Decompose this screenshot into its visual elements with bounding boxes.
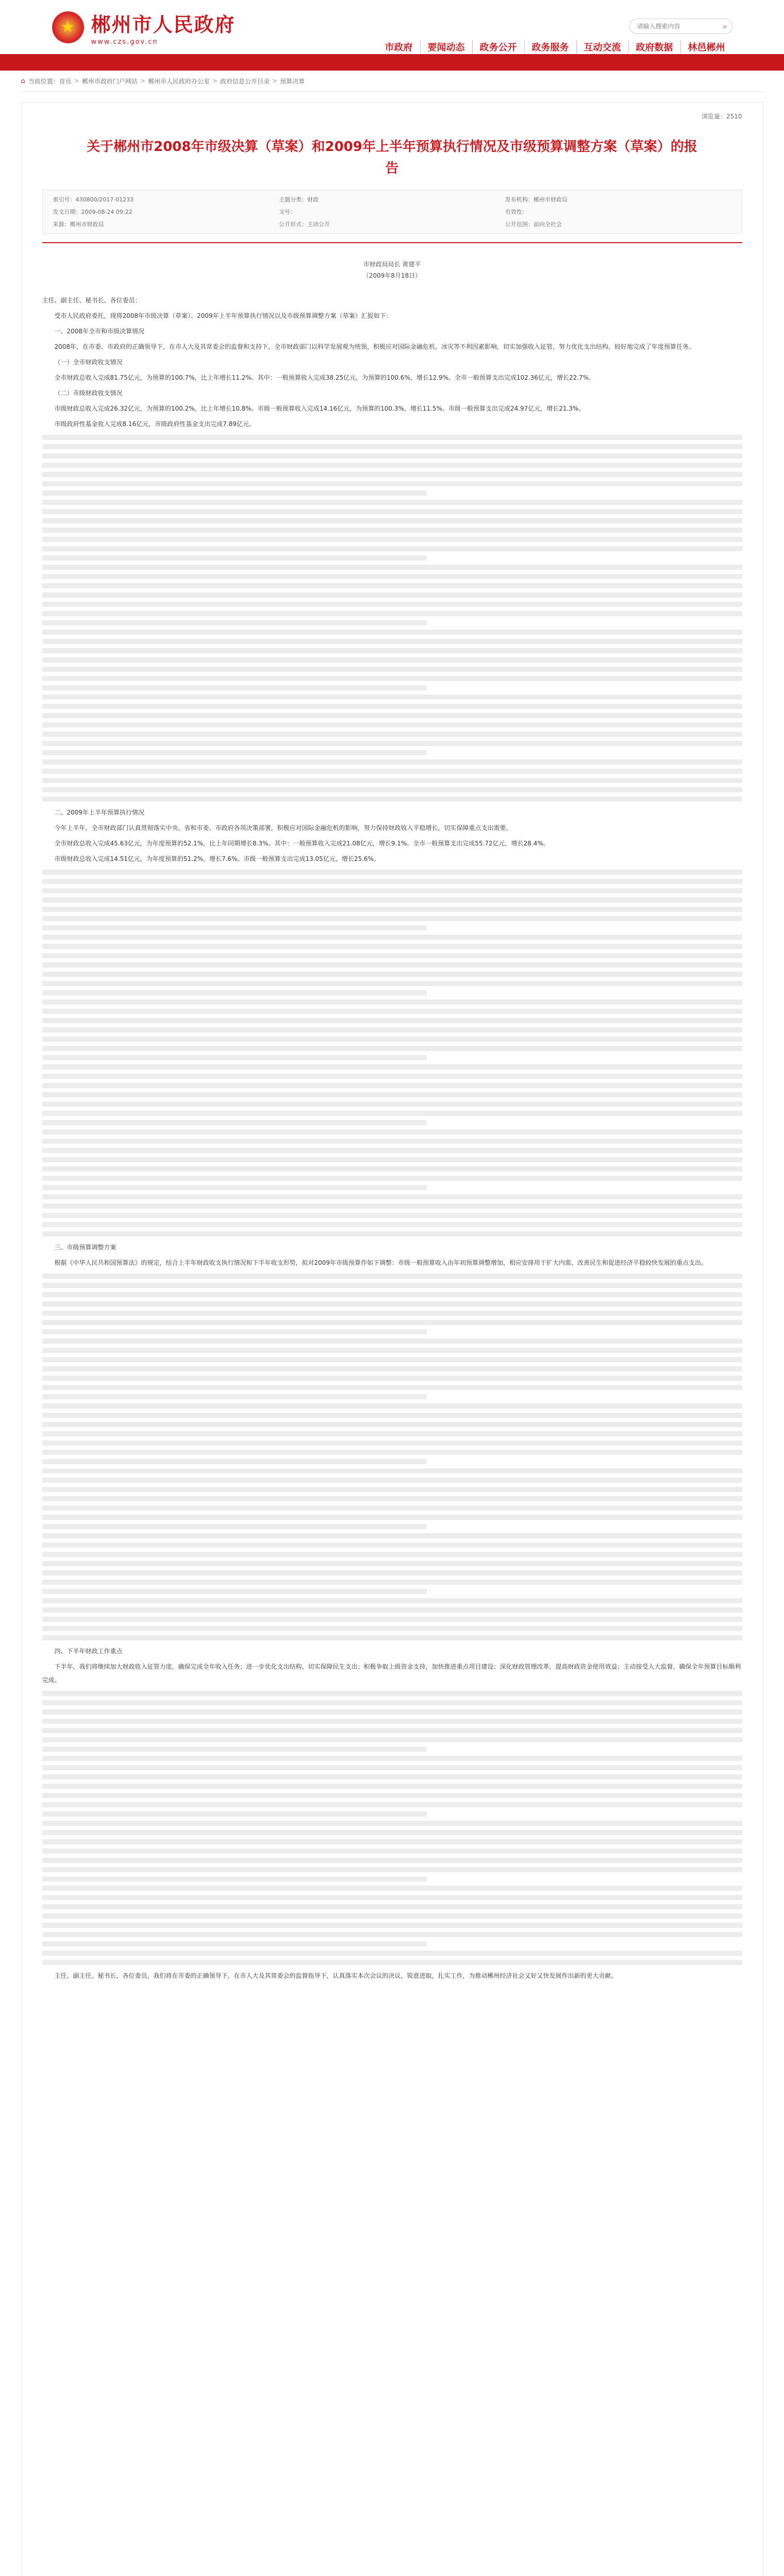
text-line xyxy=(42,722,742,727)
text-line xyxy=(42,1691,742,1696)
text-line xyxy=(42,990,427,995)
report-date: （2009年8月18日） xyxy=(362,272,422,279)
nav-item-service[interactable]: 政务服务 xyxy=(524,40,576,54)
header-red-bar xyxy=(0,54,784,71)
text-line xyxy=(42,1830,742,1835)
text-line xyxy=(42,1046,742,1051)
nav-home[interactable]: 市政府 xyxy=(385,42,413,53)
text-line xyxy=(42,1700,742,1705)
text-line xyxy=(42,1886,742,1891)
text-line xyxy=(42,972,742,977)
text-line xyxy=(42,611,742,616)
text-line xyxy=(42,574,742,579)
text-line xyxy=(42,546,742,551)
breadcrumb-item[interactable]: 郴州市政府门户网站 xyxy=(81,77,138,85)
breadcrumb-sep: > xyxy=(272,77,278,84)
text-line xyxy=(42,602,742,607)
text-line xyxy=(42,1083,742,1088)
breadcrumb-item[interactable]: 郴州市人民政府办公室 xyxy=(147,77,210,85)
paragraph: 今年上半年，全市财政部门认真贯彻落实中央、省和市委、市政府各项决策部署，积极应对国际金融危机的影响，努力保持财政收入平稳增长，切实保障重点支出需要。 xyxy=(54,824,512,832)
text-line xyxy=(42,787,742,792)
meta-scope: 公开范围：面向全社会 xyxy=(505,221,562,228)
paragraph: 一、2008年全市和市级决算情况 xyxy=(54,328,145,335)
text-line xyxy=(42,879,742,884)
text-line xyxy=(42,1027,742,1032)
text-line xyxy=(42,1487,742,1492)
salutation: 主任、副主任、秘书长、各位委员： xyxy=(42,297,141,304)
text-line xyxy=(42,1709,742,1715)
title-divider xyxy=(42,242,742,243)
paragraph: 三、市级预算调整方案 xyxy=(54,1244,116,1251)
text-line xyxy=(42,1589,427,1594)
text-line xyxy=(42,1213,742,1218)
text-line xyxy=(42,1394,427,1399)
article-container xyxy=(21,102,763,2576)
nav-item-interact[interactable]: 互动交流 xyxy=(576,40,628,54)
text-line xyxy=(42,1385,742,1390)
text-line xyxy=(42,1561,742,1566)
article-body xyxy=(42,294,742,2576)
text-line xyxy=(42,1719,742,1724)
text-line xyxy=(42,1139,742,1144)
text-line xyxy=(42,897,742,903)
text-line xyxy=(42,1505,742,1511)
paragraph: 市级财政总收入完成14.51亿元，为年度预算的51.2%，增长7.6%。市级一般预算支出完成13.05亿元，增长25.6%。 xyxy=(54,855,380,862)
text-line xyxy=(42,1111,742,1116)
text-line xyxy=(42,796,742,802)
text-line xyxy=(42,1311,742,1316)
meta-org: 发布机构：郴州市财政局 xyxy=(505,196,568,203)
text-line xyxy=(42,555,427,561)
text-line xyxy=(42,1635,742,1640)
paragraph: 二、2009年上半年预算执行情况 xyxy=(54,809,145,816)
text-line xyxy=(42,713,742,718)
text-line xyxy=(42,667,742,672)
text-line xyxy=(42,741,742,746)
text-line xyxy=(42,1274,742,1279)
search-box xyxy=(629,19,732,34)
text-block xyxy=(42,870,742,1236)
text-line xyxy=(42,953,742,958)
text-line xyxy=(42,657,742,663)
text-line xyxy=(42,888,742,893)
text-block xyxy=(42,1691,742,1965)
nav-item-public[interactable]: 政务公开 xyxy=(472,40,524,54)
text-line xyxy=(42,732,742,737)
text-line xyxy=(42,1876,427,1882)
text-line xyxy=(42,592,742,598)
text-line xyxy=(42,583,742,588)
text-line xyxy=(42,676,742,681)
text-line xyxy=(42,1904,742,1909)
text-line xyxy=(42,1166,742,1172)
text-line xyxy=(42,1009,742,1014)
text-line xyxy=(42,463,742,468)
text-line xyxy=(42,453,742,459)
article-meta xyxy=(42,190,742,234)
text-line xyxy=(42,1774,742,1780)
paragraph: 市级政府性基金收入完成8.16亿元，市级政府性基金支出完成7.89亿元。 xyxy=(54,420,255,428)
text-line xyxy=(42,490,427,496)
text-line xyxy=(42,1951,742,1956)
text-line xyxy=(42,537,742,542)
text-block xyxy=(42,1274,742,1640)
text-line xyxy=(42,500,742,505)
text-line xyxy=(42,694,742,700)
search-icon[interactable]: ⌕ xyxy=(723,22,727,31)
text-line xyxy=(42,1440,742,1446)
paragraph: 根据《中华人民共和国预算法》的规定，结合上半年财政收支执行情况和下半年收支形势，拟对2009年市级预算作如下调整：市级一般预算收入由年初预算调整增加，相应安排用于扩大内需、改善民生和促进经济平稳较快发展的重点支出。 xyxy=(54,1259,708,1266)
text-line xyxy=(42,1055,427,1060)
text-line xyxy=(42,916,742,921)
breadcrumb-label: 当前位置： xyxy=(28,77,59,85)
text-line xyxy=(42,1357,742,1362)
text-line xyxy=(42,925,427,930)
text-line xyxy=(42,944,742,949)
nav-item-news[interactable]: 要闻动态 xyxy=(420,40,472,54)
paragraph: 全市财政总收入完成81.75亿元，为预算的100.7%，比上年增长11.2%。其中：一般预算收入完成38.25亿元，为预算的100.6%，增长12.9%。全市一般预算支出完成102.36亿元，增长22.7%。 xyxy=(54,374,595,381)
text-line xyxy=(42,1811,427,1817)
text-line xyxy=(42,1329,427,1334)
paragraph: （一）全市财政收支情况 xyxy=(54,359,123,366)
text-line xyxy=(42,1366,742,1371)
text-line xyxy=(42,509,742,514)
text-line xyxy=(42,1092,742,1097)
text-line xyxy=(42,1413,742,1418)
site-title: 郴州市人民政府 xyxy=(91,12,236,36)
text-line xyxy=(42,1617,742,1622)
breadcrumb-item[interactable]: 政府信息公开目录 xyxy=(220,77,270,85)
meta-form: 公开形式：主动公开 xyxy=(279,221,330,228)
text-line xyxy=(42,630,742,635)
text-line xyxy=(42,1459,427,1464)
text-line xyxy=(42,481,742,486)
text-line xyxy=(42,1923,742,1928)
text-line xyxy=(42,1607,742,1613)
text-line xyxy=(42,1626,742,1631)
paragraph: 四、下半年财政工作重点 xyxy=(54,1648,123,1655)
nav-item-linyi[interactable]: 林邑郴州 xyxy=(680,40,732,54)
text-line xyxy=(42,1194,742,1199)
text-line xyxy=(42,1802,742,1807)
text-line xyxy=(42,1895,742,1900)
text-line xyxy=(42,1338,742,1344)
text-line xyxy=(42,769,742,774)
text-line xyxy=(42,1101,742,1107)
paragraph: （二）市级财政收支情况 xyxy=(54,389,123,397)
text-line xyxy=(42,999,742,1005)
home-icon: ⌂ xyxy=(21,77,25,85)
text-line xyxy=(42,1176,742,1181)
text-line xyxy=(42,1376,742,1381)
text-line xyxy=(42,1120,427,1125)
text-line xyxy=(42,1157,742,1162)
text-line xyxy=(42,1784,742,1789)
text-line xyxy=(42,444,742,449)
site-header xyxy=(0,0,784,54)
text-line xyxy=(42,639,742,644)
text-line xyxy=(42,935,742,940)
text-line xyxy=(42,1148,742,1153)
report-author: 市财政局局长 黄建平 xyxy=(363,261,421,268)
text-line xyxy=(42,1348,742,1353)
view-count: 浏览量：2510 xyxy=(701,113,742,120)
text-line xyxy=(42,1283,742,1288)
text-line xyxy=(42,1018,742,1023)
text-line xyxy=(42,1598,742,1603)
site-logo[interactable] xyxy=(91,9,236,46)
text-line xyxy=(42,1468,742,1473)
text-line xyxy=(42,1515,742,1520)
text-line xyxy=(42,1570,742,1575)
paragraph: 市级财政总收入完成26.32亿元，为预算的100.2%，比上年增长10.8%。市级一般预算收入完成14.16亿元，为预算的100.3%，增长11.5%。市级一般预算支出完成24.97亿元，增长21.3%。 xyxy=(54,405,585,412)
breadcrumb-item[interactable]: 首页 xyxy=(59,77,72,85)
text-line xyxy=(42,981,742,986)
text-line xyxy=(42,1747,427,1752)
text-line xyxy=(42,759,742,765)
meta-category: 主题分类：财政 xyxy=(279,196,319,203)
text-line xyxy=(42,1821,742,1826)
meta-date: 发文日期：2009-08-24 09:22 xyxy=(53,209,132,215)
paragraph: 主任、副主任、秘书长、各位委员，我们将在市委的正确领导下，在市人大及其常委会的监督指导下，认真落实本次会议的决议，锐意进取，扎实工作，为推动郴州经济社会又好又快发展作出新的更大贡献。 xyxy=(54,1972,618,1979)
text-line xyxy=(42,1793,742,1798)
text-line xyxy=(42,1074,742,1079)
text-line xyxy=(42,704,742,709)
text-line xyxy=(42,1737,742,1742)
meta-index-no: 索引号：430800/2017-01233 xyxy=(53,196,134,203)
text-line xyxy=(42,1231,742,1236)
report-head xyxy=(42,259,742,281)
text-line xyxy=(42,1064,742,1070)
text-line xyxy=(42,1867,742,1872)
text-line xyxy=(42,1533,742,1538)
national-emblem-icon: ★ xyxy=(52,11,84,43)
text-line xyxy=(42,565,742,570)
text-line xyxy=(42,1301,742,1307)
breadcrumb xyxy=(21,71,763,92)
site-url: www.czs.gov.cn xyxy=(91,38,158,46)
text-line xyxy=(42,1431,742,1436)
text-block xyxy=(42,435,742,802)
text-line xyxy=(42,1849,742,1854)
main-nav xyxy=(385,40,732,54)
text-line xyxy=(42,1524,427,1529)
text-line xyxy=(42,1037,742,1042)
text-line xyxy=(42,750,427,755)
paragraph: 下半年，我们将继续加大财政收入征管力度，确保完成全年收入任务；进一步优化支出结构，切实保障民生支出；积极争取上级资金支持，加快推进重点项目建设；深化财政管理改革，提高财政资金使用效益；主动接受人大监督，确保全年预算目标顺利完成。 xyxy=(42,1663,741,1684)
search-input[interactable] xyxy=(636,22,719,30)
meta-source: 来源：郴州市财政局 xyxy=(53,221,104,228)
text-line xyxy=(42,1765,742,1770)
text-line xyxy=(42,648,742,653)
text-line xyxy=(42,962,742,968)
text-line xyxy=(42,1756,742,1761)
text-line xyxy=(42,1941,427,1946)
text-line xyxy=(42,685,427,690)
text-line xyxy=(42,1422,742,1427)
text-line xyxy=(42,1185,427,1190)
meta-doc-no: 文号： xyxy=(279,209,296,215)
text-line xyxy=(42,1858,742,1863)
text-line xyxy=(42,1960,742,1965)
text-line xyxy=(42,1403,742,1409)
nav-item-data[interactable]: 政府数据 xyxy=(628,40,680,54)
text-line xyxy=(42,435,742,440)
text-line xyxy=(42,1450,742,1455)
text-line xyxy=(42,1496,742,1501)
text-line xyxy=(42,1932,742,1937)
text-line xyxy=(42,472,742,477)
breadcrumb-sep: > xyxy=(74,77,79,84)
text-line xyxy=(42,1292,742,1297)
text-line xyxy=(42,870,742,875)
breadcrumb-sep: > xyxy=(212,77,218,84)
text-line xyxy=(42,1129,742,1134)
breadcrumb-item[interactable]: 预算决算 xyxy=(280,77,305,85)
text-line xyxy=(42,1320,742,1325)
text-line xyxy=(42,518,742,523)
meta-validity: 有效性： xyxy=(505,209,528,215)
text-line xyxy=(42,1728,742,1733)
breadcrumb-sep: > xyxy=(140,77,145,84)
paragraph: 2008年，在市委、市政府的正确领导下，在市人大及其常委会的监督和支持下，全市财政部门以科学发展观为统领，积极应对国际金融危机、冰灾等不利因素影响，切实加强收入征管，努力优化支出结构，较好地完成了年度预算任务。 xyxy=(54,343,695,350)
text-line xyxy=(42,1913,742,1919)
text-line xyxy=(42,528,742,533)
text-line xyxy=(42,1580,742,1585)
text-line xyxy=(42,620,427,625)
text-line xyxy=(42,1543,742,1548)
article-title: 关于郴州市2008年市级决算（草案）和2009年上半年预算执行情况及市级预算调整方案（草案）的报告 xyxy=(87,139,697,176)
paragraph: 全市财政总收入完成45.63亿元，为年度预算的52.1%，比上年同期增长8.3%。其中：一般预算收入完成21.08亿元，增长9.1%。全市一般预算支出完成55.72亿元，增长28.4%。 xyxy=(54,840,549,847)
text-line xyxy=(42,1839,742,1844)
paragraph: 受市人民政府委托，现将2008年市级决算（草案）、2009年上半年预算执行情况以及市级预算调整方案（草案）汇报如下： xyxy=(54,312,392,319)
text-line xyxy=(42,1478,742,1483)
text-line xyxy=(42,1204,742,1209)
text-line xyxy=(42,778,742,783)
text-line xyxy=(42,907,742,912)
text-line xyxy=(42,1222,742,1227)
text-line xyxy=(42,1552,742,1557)
